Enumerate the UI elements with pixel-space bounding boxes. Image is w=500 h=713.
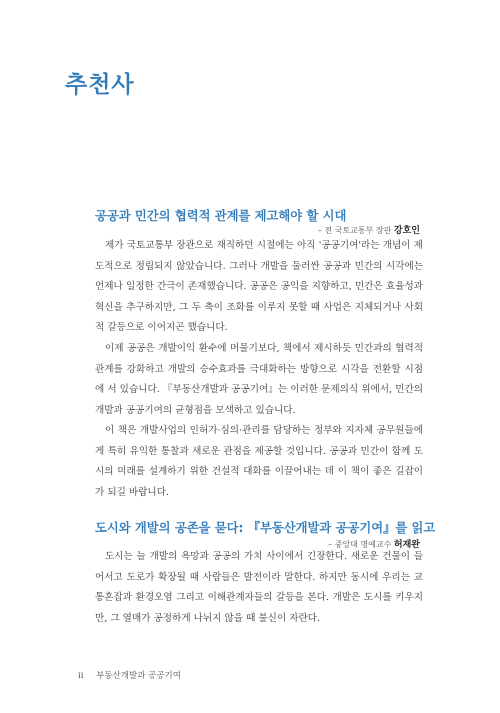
page-title: 추천사 — [65, 72, 135, 98]
byline-name: 허재완 — [393, 540, 420, 550]
section-1-paragraph-3: 이 책은 개발사업의 인허가·심의·관리를 담당하는 정부와 지자체 공무원들에게 특히 유익한 통찰과 새로운 관점을 제공할 것입니다. 공공과 민간이 함께 도시의 미래를 설계하기 위한 건설적 대화를 이끌어내는 데 이 책이 좋은 길잡이가 되길 바랍니다. — [95, 425, 423, 498]
section-heading-2: 도시와 개발의 공존을 묻다: 『부동산개발과 공공기여』를 읽고 — [95, 521, 436, 535]
section-2-paragraph-1: 도시는 늘 개발의 욕망과 공공의 가치 사이에서 긴장한다. 새로운 건물이 들어서고 도로가 확장될 때 사람들은 발전이라 말한다. 하지만 동시에 우리는 교통혼잡과 환경오염 그리고 이해관계자들의 갈등을 본다. 개발은 도시를 키우지만, 그 열매가 공정하게 나뉘지 않을 때 불신이 자란다. — [95, 551, 423, 624]
page-footer — [78, 669, 181, 681]
section-1-byline — [318, 223, 420, 236]
byline-name: 강호인 — [393, 226, 420, 236]
byline-prefix: – 전 국토교통부 장관 — [317, 226, 392, 235]
page-number: ii — [78, 671, 84, 681]
section-1-paragraph-2: 이제 공공은 개발이익 환수에 머물기보다, 책에서 제시하듯 민간과의 협력적 관계를 강화하고 개발의 승수효과를 극대화하는 방향으로 시각을 전환할 시점에 서 있습니다. 『부동산개발과 공공기여』는 이러한 문제의식 위에서, 민간의 개발과 공공기여의 균형점을 모색하고 있습니다. — [95, 343, 423, 416]
section-1-paragraph-1: 제가 국토교통부 장관으로 재직하던 시절에는 아직 '공공기여'라는 개념이 제도적으로 정립되지 않았습니다. 그러나 개발을 둘러싼 공공과 민간의 시각에는 언제나 일정한 간극이 존재했습니다. 공공은 공익을 지향하고, 민간은 효율성과 혁신을 추구하지만, 그 두 축이 조화를 이루지 못할 때 사업은 지체되거나 사회적 갈등으로 이어지곤 했습니다. — [95, 240, 423, 333]
byline-prefix: – 중앙대 명예교수 — [328, 540, 392, 549]
section-heading-1: 공공과 민간의 협력적 관계를 제고해야 할 시대 — [95, 209, 347, 223]
running-title: 부동산개발과 공공기여 — [96, 671, 181, 681]
